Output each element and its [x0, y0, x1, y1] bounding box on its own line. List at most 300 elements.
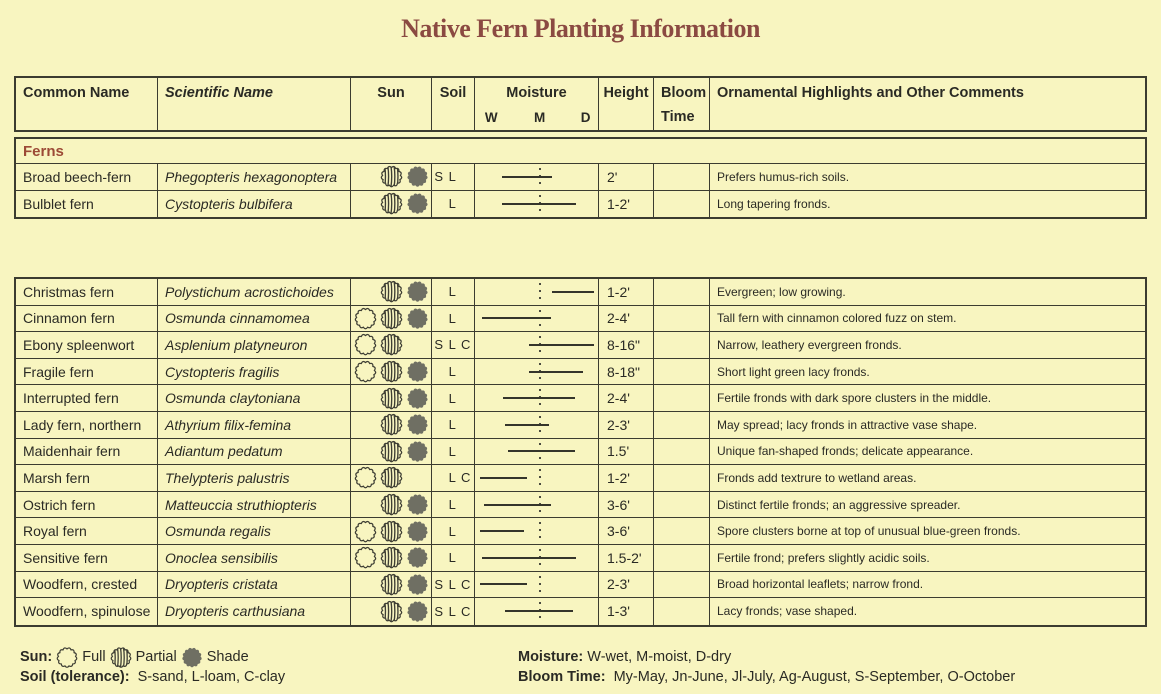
- comment-text: Unique fan-shaped fronds; delicate appearance.: [717, 444, 974, 459]
- soil-letter: L: [448, 550, 456, 566]
- shade-icon: [404, 545, 430, 571]
- bloom-time-cell: [654, 191, 710, 218]
- comments-cell: [710, 439, 1145, 465]
- common-name: Broad beech-fern: [23, 168, 132, 185]
- common-name-cell: [16, 279, 158, 305]
- moisture-tick-m: M: [534, 110, 546, 125]
- height-cell: [599, 279, 654, 305]
- sun-cell: [351, 518, 432, 544]
- scientific-name: Polystichum acrostichoides: [165, 283, 334, 300]
- bloom-time-cell: [654, 164, 710, 190]
- table-row: [16, 598, 1145, 625]
- shade-icon: [404, 385, 430, 411]
- moisture-range-line: [482, 557, 575, 559]
- soil-letter: L: [448, 390, 456, 406]
- moisture-cell: [475, 465, 599, 491]
- moisture-cell: [475, 598, 599, 625]
- shade-icon: [404, 572, 430, 598]
- empty-sun-slot: [404, 332, 430, 358]
- moisture-range-line: [529, 371, 583, 373]
- legend-moisture-label: Moisture:: [518, 649, 584, 665]
- scientific-name-cell: [158, 279, 351, 305]
- sun-cell: [351, 332, 432, 358]
- shade-icon: [404, 279, 430, 305]
- moisture-cell: [475, 306, 599, 332]
- sun-cell: [351, 465, 432, 491]
- moisture-cell: [475, 359, 599, 385]
- comments-cell: [710, 572, 1145, 598]
- scientific-name-cell: [158, 164, 351, 190]
- sun-cell: [351, 572, 432, 598]
- partial-sun-icon: [378, 492, 404, 518]
- full-sun-icon: [352, 545, 378, 571]
- empty-sun-slot: [404, 465, 430, 491]
- header-height: Height: [599, 78, 654, 130]
- comments-cell: [710, 306, 1145, 332]
- scientific-name: Osmunda regalis: [165, 523, 271, 540]
- shade-icon: [180, 645, 204, 669]
- moisture-range-line: [480, 530, 524, 532]
- moisture-cell: [475, 164, 599, 190]
- comment-text: Fertile frond; prefers slightly acidic soils.: [717, 550, 930, 565]
- partial-sun-icon: [378, 359, 404, 385]
- soil-cell: [432, 492, 475, 518]
- moisture-cell: [475, 412, 599, 438]
- moisture-cell: [475, 279, 599, 305]
- common-name-cell: [16, 385, 158, 411]
- bloom-time-cell: [654, 385, 710, 411]
- legend-full-label: Full: [82, 649, 106, 665]
- partial-sun-icon: [378, 279, 404, 305]
- table-row: [16, 306, 1145, 333]
- bloom-time-cell: [654, 572, 710, 598]
- shade-icon: [404, 412, 430, 438]
- soil-letter: L: [448, 196, 456, 212]
- comments-cell: [710, 359, 1145, 385]
- soil-cell: [432, 518, 475, 544]
- comments-cell: [710, 492, 1145, 518]
- legend-sun-label: Sun:: [20, 649, 53, 665]
- comment-text: Fertile fronds with dark spore clusters in the middle.: [717, 391, 992, 406]
- moisture-range-line: [552, 291, 594, 293]
- scientific-name-cell: [158, 191, 351, 218]
- common-name: Ostrich fern: [23, 496, 96, 513]
- height-value: 3-6': [607, 496, 630, 513]
- table-row: [16, 359, 1145, 386]
- empty-sun-slot: [352, 164, 378, 190]
- table-row: [16, 279, 1145, 306]
- moisture-m-tick: [539, 576, 541, 594]
- soil-cell: [432, 572, 475, 598]
- table-row: [16, 492, 1145, 519]
- comments-cell: [710, 164, 1145, 190]
- height-value: 1-3': [607, 603, 630, 620]
- full-sun-icon: [352, 518, 378, 544]
- height-cell: [599, 545, 654, 571]
- comment-text: Long tapering fronds.: [717, 196, 831, 211]
- common-name: Cinnamon fern: [23, 310, 115, 327]
- table-row: [16, 439, 1145, 466]
- common-name: Christmas fern: [23, 283, 115, 300]
- scientific-name: Dryopteris cristata: [165, 576, 278, 593]
- comments-cell: [710, 598, 1145, 625]
- height-cell: [599, 332, 654, 358]
- table-row: [16, 164, 1145, 191]
- moisture-range-line: [503, 397, 574, 399]
- common-name: Lady fern, northern: [23, 416, 142, 433]
- table-row: [16, 332, 1145, 359]
- sun-cell: [351, 359, 432, 385]
- common-name: Woodfern, spinulose: [23, 603, 151, 620]
- height-value: 1.5': [607, 443, 630, 460]
- scientific-name-cell: [158, 518, 351, 544]
- table-row: [16, 572, 1145, 599]
- soil-letter: L: [448, 603, 456, 619]
- soil-letter: L: [448, 576, 456, 592]
- sun-cell: [351, 279, 432, 305]
- legend-left: [20, 647, 285, 687]
- sun-cell: [351, 191, 432, 218]
- sun-cell: [351, 306, 432, 332]
- scientific-name-cell: [158, 492, 351, 518]
- partial-sun-icon: [109, 645, 133, 669]
- empty-sun-slot: [352, 572, 378, 598]
- sun-cell: [351, 439, 432, 465]
- soil-cell: [432, 306, 475, 332]
- main-fern-table: [14, 277, 1147, 627]
- partial-sun-icon: [378, 332, 404, 358]
- empty-sun-slot: [352, 492, 378, 518]
- moisture-cell: [475, 518, 599, 544]
- comment-text: Spore clusters borne at top of unusual blue-green fronds.: [717, 524, 1021, 539]
- height-cell: [599, 359, 654, 385]
- common-name: Ebony spleenwort: [23, 336, 135, 353]
- sun-cell: [351, 598, 432, 625]
- bloom-time-cell: [654, 492, 710, 518]
- soil-letter: S: [434, 603, 444, 619]
- shade-icon: [404, 359, 430, 385]
- soil-letter: C: [461, 603, 471, 619]
- height-value: 2-4': [607, 310, 630, 327]
- legend-bloom-label: Bloom Time:: [518, 669, 606, 685]
- height-cell: [599, 412, 654, 438]
- soil-letter: C: [461, 576, 471, 592]
- height-cell: [599, 492, 654, 518]
- moisture-cell: [475, 439, 599, 465]
- common-name-cell: [16, 412, 158, 438]
- bloom-time-cell: [654, 279, 710, 305]
- comments-cell: [710, 191, 1145, 218]
- scientific-name-cell: [158, 598, 351, 625]
- table-row: [16, 518, 1145, 545]
- scientific-name: Adiantum pedatum: [165, 443, 283, 460]
- height-cell: [599, 164, 654, 190]
- scientific-name-cell: [158, 465, 351, 491]
- table-row: [16, 191, 1145, 218]
- soil-letter: L: [448, 364, 456, 380]
- moisture-m-tick: [539, 469, 541, 487]
- height-cell: [599, 465, 654, 491]
- common-name-cell: [16, 545, 158, 571]
- table-row: [16, 545, 1145, 572]
- partial-sun-icon: [378, 572, 404, 598]
- height-cell: [599, 598, 654, 625]
- moisture-m-tick: [539, 283, 541, 301]
- soil-letter: L: [448, 310, 456, 326]
- soil-letter: L: [448, 443, 456, 459]
- table-row: [16, 465, 1145, 492]
- soil-cell: [432, 385, 475, 411]
- bloom-time-cell: [654, 439, 710, 465]
- height-value: 1-2': [607, 195, 630, 212]
- comment-text: Evergreen; low growing.: [717, 284, 846, 299]
- soil-letter: C: [461, 470, 471, 486]
- scientific-name-cell: [158, 359, 351, 385]
- full-sun-icon: [55, 645, 79, 669]
- shade-icon: [404, 439, 430, 465]
- bloom-time-cell: [654, 465, 710, 491]
- shade-icon: [404, 598, 430, 624]
- legend-partial-label: Partial: [135, 649, 177, 665]
- bloom-time-cell: [654, 306, 710, 332]
- header-bloom-time: Bloom Time: [654, 78, 710, 130]
- bloom-time-cell: [654, 412, 710, 438]
- soil-letter: C: [461, 337, 471, 353]
- soil-letter: S: [434, 337, 444, 353]
- common-name-cell: [16, 598, 158, 625]
- legend-bloom-text: My-May, Jn-June, Jl-July, Ag-August, S-September, O-October: [605, 669, 1016, 685]
- comments-cell: [710, 412, 1145, 438]
- moisture-range-line: [508, 450, 574, 452]
- column-header-table: [14, 76, 1147, 132]
- height-value: 2-4': [607, 390, 630, 407]
- legend-right: [518, 647, 1015, 687]
- scientific-name: Cystopteris bulbifera: [165, 195, 293, 212]
- moisture-cell: [475, 191, 599, 218]
- common-name: Marsh fern: [23, 469, 90, 486]
- common-name-cell: [16, 572, 158, 598]
- comments-cell: [710, 385, 1145, 411]
- table-row: [16, 412, 1145, 439]
- comment-text: Fronds add textrure to wetland areas.: [717, 470, 917, 485]
- soil-cell: [432, 279, 475, 305]
- soil-cell: [432, 359, 475, 385]
- empty-sun-slot: [352, 439, 378, 465]
- soil-cell: [432, 191, 475, 218]
- section-label: Ferns: [16, 139, 1145, 164]
- common-name: Fragile fern: [23, 363, 94, 380]
- height-value: 3-6': [607, 523, 630, 540]
- partial-sun-icon: [378, 191, 404, 217]
- soil-letter: L: [448, 470, 456, 486]
- moisture-range-line: [484, 504, 552, 506]
- common-name: Bulblet fern: [23, 195, 94, 212]
- empty-sun-slot: [352, 385, 378, 411]
- sun-cell: [351, 412, 432, 438]
- common-name-cell: [16, 191, 158, 218]
- comment-text: Short light green lacy fronds.: [717, 364, 870, 379]
- common-name: Interrupted fern: [23, 390, 119, 407]
- scientific-name-cell: [158, 306, 351, 332]
- shade-icon: [404, 518, 430, 544]
- scientific-name: Athyrium filix-femina: [165, 416, 292, 433]
- moisture-m-tick: [539, 522, 541, 540]
- comments-cell: [710, 545, 1145, 571]
- height-cell: [599, 518, 654, 544]
- partial-sun-icon: [378, 412, 404, 438]
- comments-cell: [710, 279, 1145, 305]
- scientific-name: Thelypteris palustris: [165, 469, 290, 486]
- comment-text: Tall fern with cinnamon colored fuzz on stem.: [717, 311, 957, 326]
- height-value: 8-16": [607, 336, 640, 353]
- common-name-cell: [16, 439, 158, 465]
- partial-sun-icon: [378, 465, 404, 491]
- moisture-tick-w: W: [484, 110, 498, 125]
- moisture-tick-d: D: [580, 110, 591, 125]
- partial-sun-icon: [378, 518, 404, 544]
- bloom-time-cell: [654, 359, 710, 385]
- moisture-cell: [475, 572, 599, 598]
- empty-sun-slot: [352, 191, 378, 217]
- scientific-name-cell: [158, 545, 351, 571]
- legend-moisture-text: W-wet, M-moist, D-dry: [583, 649, 732, 665]
- soil-cell: [432, 465, 475, 491]
- comment-text: May spread; lacy fronds in attractive vase shape.: [717, 417, 978, 432]
- comments-cell: [710, 518, 1145, 544]
- common-name: Sensitive fern: [23, 549, 108, 566]
- partial-sun-icon: [378, 385, 404, 411]
- common-name: Royal fern: [23, 523, 87, 540]
- scientific-name: Phegopteris hexagonoptera: [165, 168, 338, 185]
- height-cell: [599, 191, 654, 218]
- partial-sun-icon: [378, 306, 404, 332]
- common-name: Maidenhair fern: [23, 443, 121, 460]
- soil-letter: S: [434, 169, 444, 185]
- full-sun-icon: [352, 306, 378, 332]
- moisture-cell: [475, 492, 599, 518]
- common-name-cell: [16, 492, 158, 518]
- shade-icon: [404, 191, 430, 217]
- full-sun-icon: [352, 332, 378, 358]
- height-value: 8-18": [607, 363, 640, 380]
- common-name-cell: [16, 164, 158, 190]
- bloom-time-cell: [654, 518, 710, 544]
- soil-letter: L: [448, 497, 456, 513]
- moisture-range-line: [505, 424, 549, 426]
- full-sun-icon: [352, 465, 378, 491]
- height-value: 1.5-2': [607, 549, 642, 566]
- height-value: 1-2': [607, 283, 630, 300]
- soil-cell: [432, 412, 475, 438]
- height-cell: [599, 306, 654, 332]
- scientific-name-cell: [158, 572, 351, 598]
- soil-letter: L: [448, 523, 456, 539]
- comment-text: Lacy fronds; vase shaped.: [717, 604, 858, 619]
- scientific-name: Matteuccia struthiopteris: [165, 496, 317, 513]
- sun-cell: [351, 492, 432, 518]
- soil-letter: L: [448, 169, 456, 185]
- height-cell: [599, 385, 654, 411]
- height-value: 2-3': [607, 576, 630, 593]
- common-name-cell: [16, 306, 158, 332]
- header-soil: Soil: [432, 78, 475, 130]
- moisture-cell: [475, 332, 599, 358]
- header-sun: Sun: [351, 78, 432, 130]
- soil-letter: L: [448, 417, 456, 433]
- header-moisture: Moisture W M D: [475, 78, 599, 130]
- soil-cell: [432, 439, 475, 465]
- header-comments: Ornamental Highlights and Other Comments: [717, 85, 1024, 101]
- shade-icon: [404, 164, 430, 190]
- scientific-name: Cystopteris fragilis: [165, 363, 280, 380]
- scientific-name-cell: [158, 412, 351, 438]
- soil-cell: [432, 598, 475, 625]
- soil-letter: L: [448, 284, 456, 300]
- partial-sun-icon: [378, 439, 404, 465]
- comments-cell: [710, 465, 1145, 491]
- moisture-range-line: [480, 477, 527, 479]
- empty-sun-slot: [352, 279, 378, 305]
- scientific-name-cell: [158, 332, 351, 358]
- comment-text: Broad horizontal leaflets; narrow frond.: [717, 577, 924, 592]
- bloom-time-cell: [654, 598, 710, 625]
- partial-sun-icon: [378, 545, 404, 571]
- sun-cell: [351, 385, 432, 411]
- scientific-name: Asplenium platyneuron: [165, 336, 308, 353]
- common-name-cell: [16, 359, 158, 385]
- partial-sun-icon: [378, 598, 404, 624]
- common-name-cell: [16, 332, 158, 358]
- moisture-range-line: [529, 344, 594, 346]
- soil-cell: [432, 332, 475, 358]
- header-common-name: Common Name: [16, 78, 158, 130]
- height-value: 2': [607, 168, 618, 185]
- partial-sun-icon: [378, 164, 404, 190]
- scientific-name-cell: [158, 439, 351, 465]
- scientific-name-cell: [158, 385, 351, 411]
- table-row: [16, 385, 1145, 412]
- moisture-range-line: [480, 583, 527, 585]
- empty-sun-slot: [352, 598, 378, 624]
- moisture-range-line: [502, 203, 576, 205]
- moisture-cell: [475, 385, 599, 411]
- comments-cell: [710, 332, 1145, 358]
- legend-shade-label: Shade: [206, 649, 249, 665]
- header-scientific-name: Scientific Name: [158, 78, 351, 130]
- common-name: Woodfern, crested: [23, 576, 138, 593]
- soil-cell: [432, 164, 475, 190]
- legend-soil-label: Soil (tolerance):: [20, 669, 130, 685]
- comment-text: Prefers humus-rich soils.: [717, 169, 850, 184]
- comment-text: Distinct fertile fronds; an aggressive spreader.: [717, 497, 961, 512]
- moisture-cell: [475, 545, 599, 571]
- height-cell: [599, 439, 654, 465]
- common-name-cell: [16, 465, 158, 491]
- scientific-name: Dryopteris carthusiana: [165, 603, 306, 620]
- scientific-name: Osmunda cinnamomea: [165, 310, 310, 327]
- height-cell: [599, 572, 654, 598]
- soil-cell: [432, 545, 475, 571]
- height-value: 1-2': [607, 469, 630, 486]
- moisture-range-line: [505, 610, 574, 612]
- empty-sun-slot: [352, 412, 378, 438]
- soil-letter: S: [434, 576, 444, 592]
- comment-text: Narrow, leathery evergreen fronds.: [717, 337, 902, 352]
- legend-soil-text: S-sand, L-loam, C-clay: [129, 669, 286, 685]
- full-sun-icon: [352, 359, 378, 385]
- page-title: Native Fern Planting Information: [401, 14, 760, 43]
- moisture-range-line: [502, 176, 552, 178]
